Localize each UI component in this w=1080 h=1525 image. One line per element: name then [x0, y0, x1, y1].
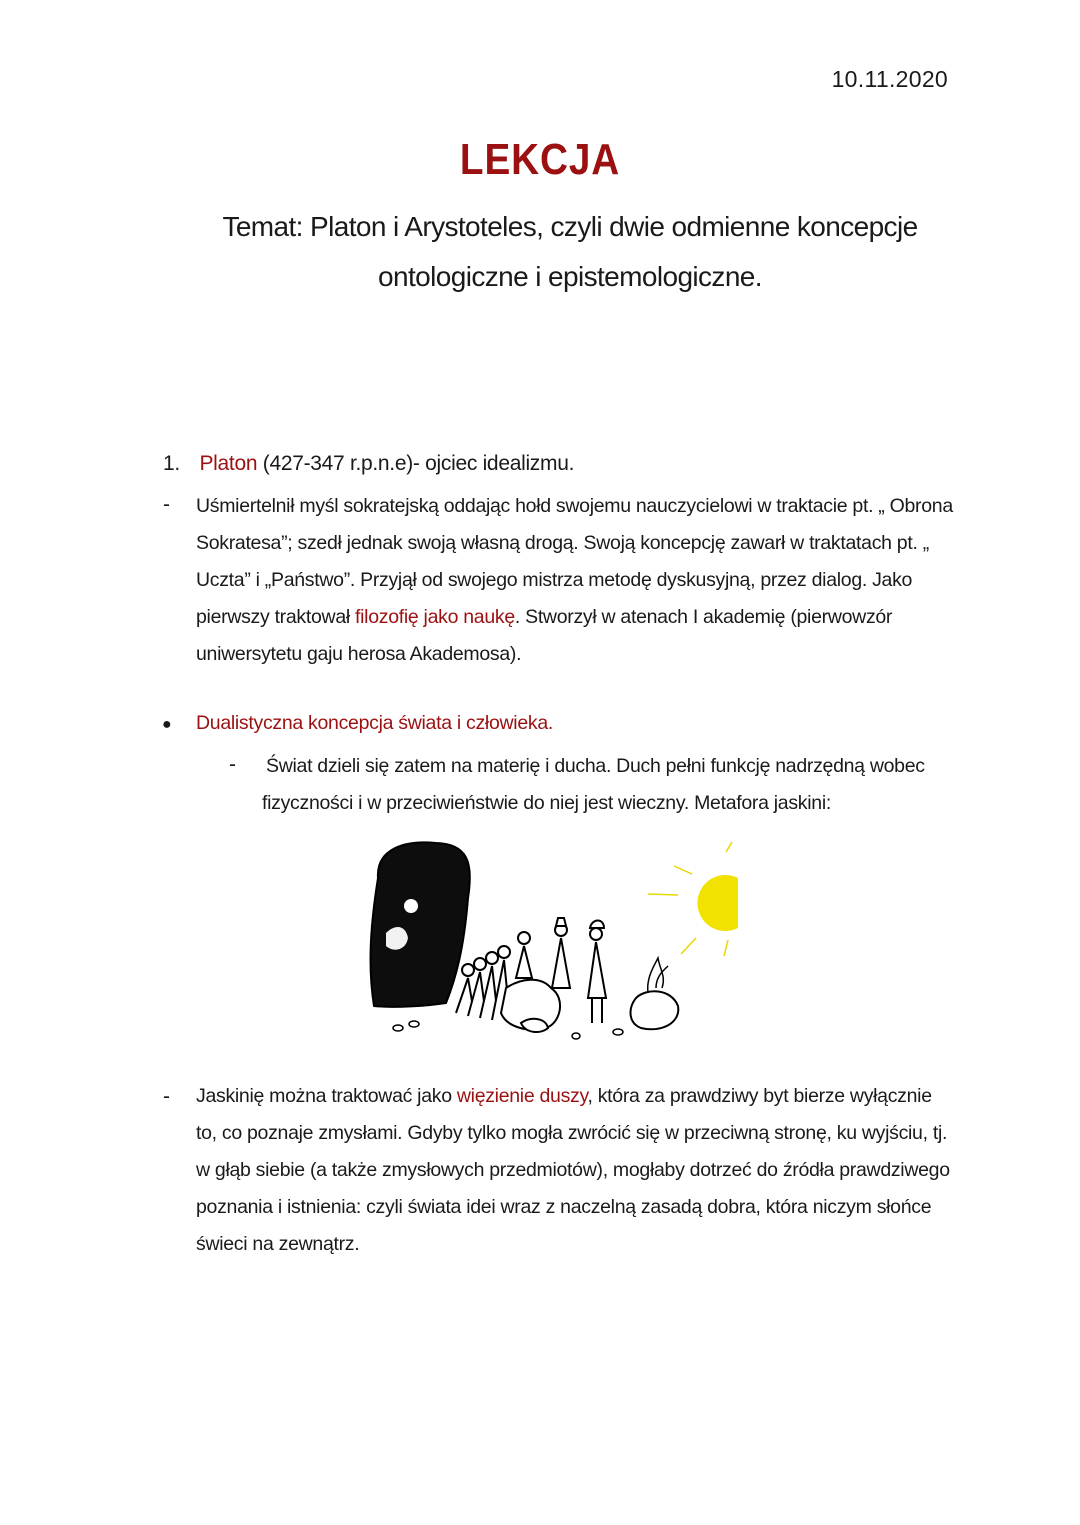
cave-text-start: Jaskinię można traktować jako	[196, 1085, 457, 1107]
paragraph-text: Uśmiertelnił myśl sokratejską oddając hołd swojemu nauczycielowi w traktacie pt. „ Obrona Sokratesa”; szedł jednak swoją własną drogą. Swoją koncepcję zawarł w traktatach pt. „ Uczta” i „Państwo”. Przyjął od swojego mistrza metodę dyskusyjną, przez dialog. Jako pierwszy traktował	[196, 495, 953, 628]
section-1-heading	[163, 452, 574, 476]
bullet-icon: ●	[162, 716, 172, 733]
cave-allegory-illustration	[356, 838, 756, 1048]
dash-marker: -	[163, 493, 170, 516]
lesson-title: LEKCJA	[459, 135, 621, 184]
cave-dash-marker: -	[163, 1085, 170, 1108]
cave-paragraph	[196, 1078, 956, 1263]
lesson-date: 10.11.2020	[831, 66, 948, 92]
sun-icon	[697, 875, 738, 931]
highlight-soul-prison: więzienie duszy	[456, 1085, 588, 1107]
philosopher-name: Platon	[199, 452, 258, 475]
sub-dash-marker: -	[229, 753, 236, 776]
world-division-text: Świat dzieli się zatem na materię i ducha. Duch pełni funkcję nadrzędną wobec fizyczności i w przeciwieństwie do niej jest wieczny. Metafora jaskini:	[262, 755, 925, 814]
dualism-heading: Dualistyczna koncepcja świata i człowieka.	[196, 712, 553, 734]
paragraph-text-end: . Stworzył w atenach I akademię (pierwowzór uniwersytetu gaju herosa Akademosa).	[196, 606, 893, 665]
highlight-philosophy-science: filozofię jako naukę	[355, 606, 515, 628]
platon-paragraph	[196, 488, 961, 673]
section-number: 1.	[163, 452, 180, 475]
section-heading-text: (427-347 r.p.n.e)- ojciec idealizmu.	[257, 452, 575, 475]
cave-text-end: , która za prawdziwy byt bierze wyłącznie to, co poznaje zmysłami. Gdyby tylko mogła zwrócić się w przeciwną stronę, ku wyjściu, tj. w głąb siebie (a także zmysłowych przedmiotów), mogłaby dotrzeć do źródła prawdziwego poznania i istnienia: czyli świata idei wraz z naczelną zasadą dobra, która niczym słońce świeci na zewnątrz.	[196, 1085, 950, 1255]
lesson-subject: Temat: Platon i Arystoteles, czyli dwie odmienne koncepcje ontologiczne i epistemologiczne.	[222, 211, 918, 292]
